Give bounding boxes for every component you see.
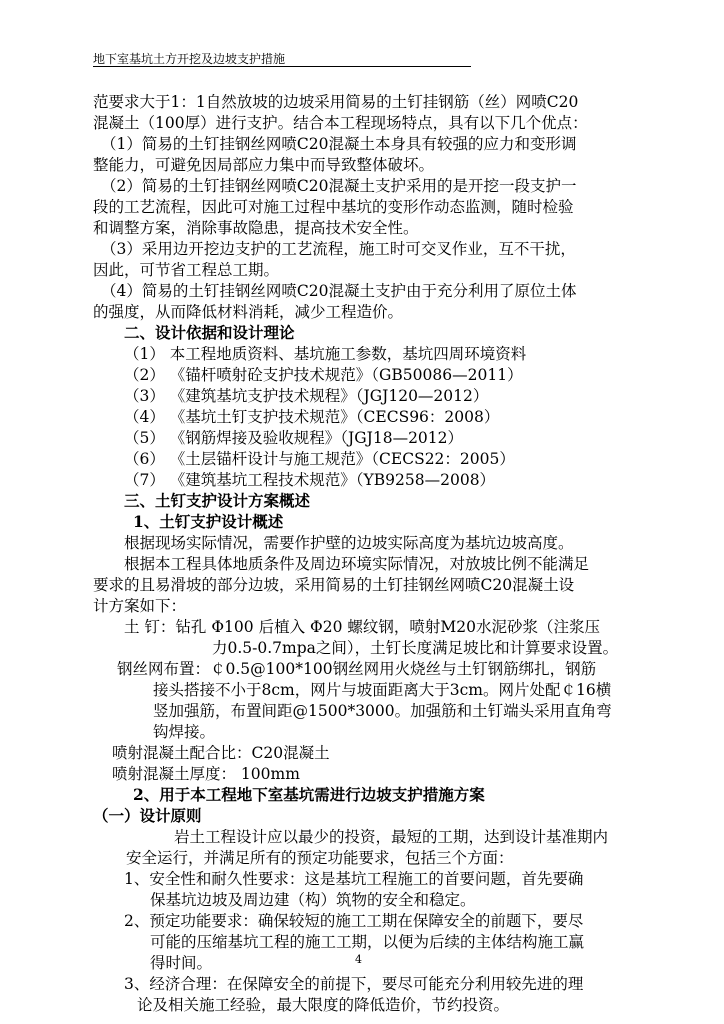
text-line: 范要求大于1：1自然放坡的边坡采用简易的土钉挂钢筋（丝）网喷C20 bbox=[93, 93, 579, 111]
spec-mesh-cont: 接头搭接不小于8cm，网片与坡面距离大于3cm。网片处配￠16横 bbox=[153, 681, 612, 699]
text-line: 的强度，从而降低材料消耗，减少工程造价。 bbox=[93, 303, 404, 321]
running-header: 地下室基坑土方开挖及边坡支护措施 bbox=[93, 52, 286, 66]
spec-mesh-cont: 竖加强筋，布置间距@1500*3000。加强筋和土钉端头采用直角弯 bbox=[153, 702, 612, 720]
principle-item: 1、安全性和耐久性要求：这是基坑工程施工的首要问题，首先要确 bbox=[124, 870, 584, 888]
principle-item-cont: 可能的压缩基坑工程的施工工期，以便为后续的主体结构施工赢 bbox=[150, 933, 585, 951]
text-line: 和调整方案，消除事故隐患，提高技术安全性。 bbox=[93, 219, 419, 237]
principle-item: 3、经济合理：在保障安全的前提下，要尽可能充分利用较先进的理 bbox=[124, 975, 584, 993]
header-rule bbox=[93, 66, 471, 67]
section-heading: 二、设计依据和设计理论 bbox=[124, 323, 295, 342]
spec-mix: 喷射混凝土配合比：C20混凝土 bbox=[112, 744, 330, 762]
text-line: 岩土工程设计应以最少的投资，最短的工期，达到设计基准期内 bbox=[174, 828, 609, 846]
spec-mesh: 钢丝网布置：￠0.5@100*100钢丝网用火烧丝与土钉钢筋绑扎，钢筋 bbox=[117, 660, 597, 678]
principle-item-cont: 得时间。 bbox=[150, 954, 213, 972]
reference-item: （1） 本工程地质资料、基坑施工参数，基坑四周环境资料 bbox=[124, 345, 527, 363]
spec-soil-nail-cont: 力0.5-0.7mpa之间），土钉长度满足坡比和计算要求设置。 bbox=[212, 639, 619, 657]
text-line: 因此，可节省工程总工期。 bbox=[93, 261, 280, 279]
reference-item: （3） 《建筑基坑支护技术规程》（JGJ120—2012） bbox=[124, 387, 489, 405]
text-line: （2）简易的土钉挂钢丝网喷C20混凝土支护采用的是开挖一段支护一 bbox=[101, 177, 577, 195]
text-line: （1）简易的土钉挂钢丝网喷C20混凝土本身具有较强的应力和变形调 bbox=[101, 135, 577, 153]
text-line: 根据现场实际情况，需要作护壁的边坡实际高度为基坑边坡高度。 bbox=[124, 534, 574, 552]
subsection-heading: 2、用于本工程地下室基坑需进行边坡支护措施方案 bbox=[133, 785, 485, 804]
reference-item: （2） 《锚杆喷射砼支护技术规范》（GB50086—2011） bbox=[124, 366, 523, 384]
reference-item: （6） 《土层锚杆设计与施工规范》（CECS22：2005） bbox=[124, 450, 515, 468]
principle-item-cont: 保基坑边坡及周边建（构）筑物的安全和稳定。 bbox=[150, 891, 476, 909]
spec-thickness: 喷射混凝土厚度： 100mm bbox=[112, 765, 300, 783]
text-line: 安全运行，并满足所有的预定功能要求，包括三个方面： bbox=[126, 849, 514, 867]
reference-item: （5） 《钢筋焊接及验收规程》（JGJ18—2012） bbox=[124, 429, 464, 447]
text-line: 混凝土（100厚）进行支护。结合本工程现场特点，具有以下几个优点： bbox=[93, 114, 588, 132]
subsection-heading: 1、土钉支护设计概述 bbox=[133, 512, 284, 531]
text-line: 根据本工程具体地质条件及周边环境实际情况，对放坡比例不能满足 bbox=[124, 555, 590, 573]
text-line: 计方案如下： bbox=[93, 597, 187, 615]
reference-item: （7） 《建筑基坑工程技术规范》（YB9258—2008） bbox=[124, 471, 496, 489]
principle-item-cont: 论及相关施工经验，最大限度的降低造价，节约投资。 bbox=[137, 996, 510, 1014]
section-heading: 三、土钉支护设计方案概述 bbox=[124, 491, 311, 510]
reference-item: （4） 《基坑土钉支护技术规范》（CECS96：2008） bbox=[124, 408, 500, 426]
text-line: 要求的且易滑坡的部分边坡，采用简易的土钉挂钢丝网喷C20混凝土设 bbox=[93, 576, 575, 594]
text-line: 段的工艺流程，因此可对施工过程中基坑的变形作动态监测，随时检验 bbox=[93, 198, 574, 216]
page-number: 4 bbox=[355, 953, 362, 966]
principle-item: 2、预定功能要求：确保较短的施工工期在保障安全的前题下，要尽 bbox=[124, 912, 584, 930]
text-line: （4）简易的土钉挂钢丝网喷C20混凝土支护由于充分利用了原位土体 bbox=[101, 282, 577, 300]
text-line: 整能力，可避免因局部应力集中而导致整体破坏。 bbox=[93, 156, 435, 174]
spec-soil-nail: 土 钉：钻孔 Φ100 后植入 Φ20 螺纹钢，喷射M20水泥砂浆（注浆压 bbox=[124, 618, 600, 636]
subsection-heading: （一）设计原则 bbox=[93, 806, 202, 825]
text-line: （3）采用边开挖边支护的工艺流程，施工时可交叉作业，互不干扰， bbox=[101, 240, 576, 258]
spec-mesh-cont: 钩焊接。 bbox=[153, 723, 216, 741]
